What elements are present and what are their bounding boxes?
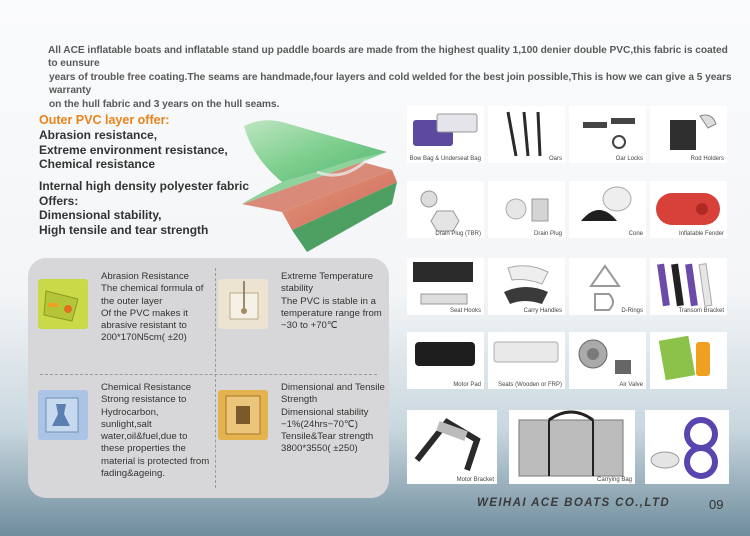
accessory-tile xyxy=(488,258,565,315)
wheels-icon xyxy=(645,410,729,484)
oars-icon xyxy=(488,106,565,163)
motor-pad-icon xyxy=(407,332,484,389)
feature-line: Extreme Temperature xyxy=(281,271,374,282)
accessory-caption: Carrying Bag xyxy=(596,477,632,483)
feature-line: 3800*3550( ±250) xyxy=(281,443,358,455)
accessory-caption: Inflatable Fender xyxy=(678,231,724,237)
accessory-caption: Air Valve xyxy=(619,382,643,388)
feature-line: Dimensional stability xyxy=(281,406,369,418)
feature-line: Strong resistance to xyxy=(101,394,187,406)
intro-line: All ACE inflatable boats and inflatable stand up paddle boards are made from the highest quality 1,100 denier double PVC,this fabric is coated to eunsure xyxy=(48,45,728,70)
accessory-caption: Motor Pad xyxy=(453,382,481,388)
fabric-line: Internal high density polyester fabric xyxy=(39,179,250,193)
intro-line: on the hull fabric and 3 years on the hull seams. xyxy=(49,98,280,110)
accessory-tile xyxy=(569,332,646,389)
accessory-tile xyxy=(407,332,484,389)
accessory-tile xyxy=(407,410,497,484)
carry-handle-icon xyxy=(488,258,565,315)
feature-line: Of the PVC makes it xyxy=(101,307,188,319)
accessory-tile xyxy=(569,181,646,238)
repair-kit-icon xyxy=(650,332,727,389)
page-number: 09 xyxy=(709,497,724,512)
feature-line: Tensile&Tear strength xyxy=(281,431,374,443)
accessory-tile xyxy=(488,181,565,238)
accessory-caption: Bow Bag & Underseat Bag xyxy=(409,156,481,162)
feature-line: water,oil&fuel,due to xyxy=(101,431,188,443)
feature-line: the outer layer xyxy=(101,295,163,307)
accessory-tile xyxy=(488,332,565,389)
carrying-bag-icon xyxy=(509,410,635,484)
fabric-line: Offers: xyxy=(39,193,79,208)
rod-holder-icon xyxy=(650,106,727,163)
feature-line: material is protected from xyxy=(101,455,210,467)
tensile-test-icon xyxy=(218,390,268,440)
fabric-line: High tensile and tear strength xyxy=(39,222,209,237)
seat-icon xyxy=(488,332,565,389)
feature-line: The chemical formula of xyxy=(101,283,204,295)
oar-lock-icon xyxy=(569,106,646,163)
feature-panel xyxy=(28,258,389,498)
feature-line: 200*170N5cm( ±20) xyxy=(101,332,187,344)
feature-line: Chemical Resistance xyxy=(101,382,192,393)
feature-line: these properties the xyxy=(101,443,186,455)
accessory-caption: Seat Hooks xyxy=(449,308,481,314)
intro-line: years of trouble free coating.The seams are handmade,four layers and cold welded for the best join possible,This is how we can give a 5 years warranty xyxy=(49,71,732,97)
abrasion-test-icon xyxy=(38,279,88,329)
accessory-tile xyxy=(509,410,635,484)
accessory-tile xyxy=(569,258,646,315)
accessory-caption: Seats (Wooden or FRP) xyxy=(498,382,562,388)
accessory-caption: Drain Plug (TBR) xyxy=(435,231,481,237)
seat-hook-icon xyxy=(407,258,484,315)
feature-line: Hydrocarbon, xyxy=(101,406,159,418)
feature-line: Strength xyxy=(281,394,318,406)
accessory-caption: Transom Bracket xyxy=(678,308,724,314)
motor-bracket-icon xyxy=(407,410,497,484)
feature-line: sunlight,salt xyxy=(101,418,152,430)
fabric-line: Dimensional stability, xyxy=(39,208,162,222)
feature-line: −30 to +70℃ xyxy=(281,320,338,332)
air-valve-icon xyxy=(569,332,646,389)
company-brand: WEIHAI ACE BOATS CO.,LTD xyxy=(477,497,671,509)
outer-pvc-item: Abrasion resistance, xyxy=(39,128,158,142)
feature-line: Dimensional and Tensile xyxy=(281,382,385,393)
outer-pvc-item: Chemical resistance xyxy=(39,157,156,171)
accessory-tile xyxy=(650,106,727,163)
intro-paragraph xyxy=(48,44,738,111)
feature-line: Abrasion Resistance xyxy=(101,271,189,282)
chemical-test-icon xyxy=(38,390,88,440)
accessory-caption: Motor Bracket xyxy=(456,477,494,483)
accessory-tile xyxy=(645,410,729,484)
accessory-tile xyxy=(650,258,727,315)
accessory-tile xyxy=(407,258,484,315)
accessory-tile xyxy=(488,106,565,163)
feature-line: −1%(24hrs−70℃) xyxy=(281,418,358,430)
temperature-test-icon xyxy=(218,279,268,329)
bow-bag-icon xyxy=(407,106,484,163)
pvc-layer-illustration xyxy=(222,112,397,257)
accessory-caption: Oar Locks xyxy=(615,156,643,162)
accessory-tile xyxy=(407,181,484,238)
feature-divider-horizontal xyxy=(40,374,377,375)
outer-pvc-item: Extreme environment resistance, xyxy=(39,142,228,157)
accessory-tile xyxy=(569,106,646,163)
feature-line: fading&ageing. xyxy=(101,468,166,480)
d-ring-icon xyxy=(569,258,646,315)
drain-plug-tbr-icon xyxy=(407,181,484,238)
drain-plug-icon xyxy=(488,181,565,238)
feature-line: The PVC is stable in a xyxy=(281,295,376,307)
transom-bracket-icon xyxy=(650,258,727,315)
accessory-caption: Oars xyxy=(548,156,562,162)
feature-line: abrasive resistant to xyxy=(101,320,187,332)
feature-line: stability xyxy=(281,283,313,295)
inflatable-fender-icon xyxy=(650,181,727,238)
accessory-tile xyxy=(650,181,727,238)
accessory-tile xyxy=(407,106,484,163)
accessory-caption: Cone xyxy=(628,231,643,237)
accessory-caption: Drain Plug xyxy=(533,231,562,237)
outer-pvc-title: Outer PVC layer offer: xyxy=(39,113,170,127)
feature-line: temperature range from xyxy=(281,307,382,319)
accessory-caption: Rod Holders xyxy=(690,156,724,162)
accessory-caption: Carry Handles xyxy=(523,308,562,314)
cone-icon xyxy=(569,181,646,238)
accessory-tile xyxy=(650,332,727,389)
accessory-caption: D-Rings xyxy=(621,308,643,314)
